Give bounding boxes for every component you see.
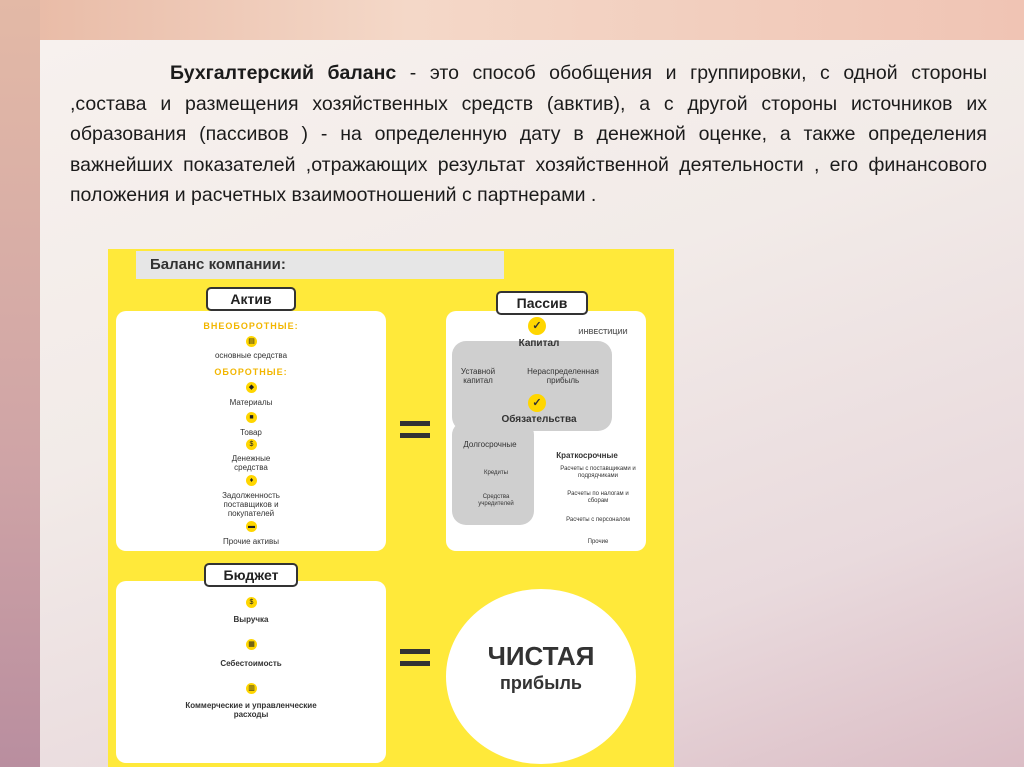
aktiv-card <box>116 311 386 551</box>
equals-top-line2 <box>400 433 430 438</box>
goods: Товар <box>240 428 262 437</box>
cost: Себестоимость <box>220 659 282 668</box>
equals-bottom-line2 <box>400 661 430 666</box>
liabilities-check-icon: ✓ <box>528 394 546 412</box>
revenue: Выручка <box>233 615 269 624</box>
poster-title: Баланс компании: <box>136 251 504 279</box>
net-profit-subtitle: прибыль <box>500 673 582 693</box>
budget-card <box>116 581 386 763</box>
net-profit-title: ЧИСТАЯ <box>487 641 595 671</box>
equals-top-line1 <box>400 421 430 426</box>
lead-definition: - это способ обобщения и группировки, с одной стороны ,состава и размещения хозяйственных средств (авктив), а с другой стороны источников их образования (пассивов ) - на определенную дату в денежной оценке, а также определения важнейших показателей ,отражающих результат хозяйственной деятельности , его финансового положения и расчетных взаимоотношений с партнерами . <box>70 62 987 206</box>
other-assets-icon: ▬ <box>248 523 255 530</box>
st-suppliers: Расчеты с поставщиками и подрядчиками <box>560 466 636 479</box>
materials: Материалы <box>229 398 273 407</box>
lead-term: Бухгалтерский баланс <box>170 62 397 84</box>
balance-infographic <box>108 249 674 767</box>
retained-earnings: Нераспределенная прибыль <box>527 367 599 385</box>
cost-icon: ▦ <box>246 639 257 650</box>
capital-check-icon: ✓ <box>528 317 546 335</box>
revenue-icon: $ <box>246 597 257 608</box>
background-left <box>0 0 40 767</box>
passiv-tab: Пассив <box>496 291 588 315</box>
net-profit-circle <box>446 589 636 764</box>
receivables-icon: ♦ <box>246 475 257 486</box>
st-taxes: Расчеты по налогам и сборам <box>567 491 629 504</box>
materials-icon: ◆ <box>246 382 257 393</box>
passiv-card <box>446 311 646 551</box>
capital-label: Капитал <box>518 338 560 349</box>
other-assets: Прочие активы <box>223 537 279 546</box>
credits: Кредиты <box>484 470 508 476</box>
receivables: Задолженность поставщиков и покупателей <box>222 491 280 518</box>
liabilities-label: Обязательства <box>501 414 577 425</box>
equals-bottom-line1 <box>400 649 430 654</box>
long-term-label: Долгосрочные <box>463 440 517 449</box>
cash-icon: $ <box>246 439 257 450</box>
founders-funds: Средства учредителей <box>478 494 514 507</box>
cash: Денежные средства <box>231 454 271 472</box>
budget-tab: Бюджет <box>204 563 298 587</box>
current-heading: ОБОРОТНЫЕ: <box>214 367 288 377</box>
charter-capital: Уставной капитал <box>460 367 496 385</box>
short-term-label: Краткосрочные <box>556 451 618 460</box>
expenses: Коммерческие и управленческие расходы <box>185 701 317 719</box>
fixed-assets-icon: ▤ <box>246 336 257 347</box>
noncurrent-heading: ВНЕОБОРОТНЫЕ: <box>203 321 299 331</box>
st-personnel: Расчеты с персоналом <box>566 517 630 523</box>
fixed-assets: основные средства <box>214 351 288 360</box>
slide-text <box>70 58 987 211</box>
investments-label: ИНВЕСТИЦИИ <box>578 329 628 336</box>
goods-icon: ■ <box>246 412 257 423</box>
expenses-icon: ▥ <box>246 683 257 694</box>
aktiv-tab: Актив <box>206 287 296 311</box>
background-top <box>0 0 1024 40</box>
st-other: Прочие <box>587 539 609 545</box>
